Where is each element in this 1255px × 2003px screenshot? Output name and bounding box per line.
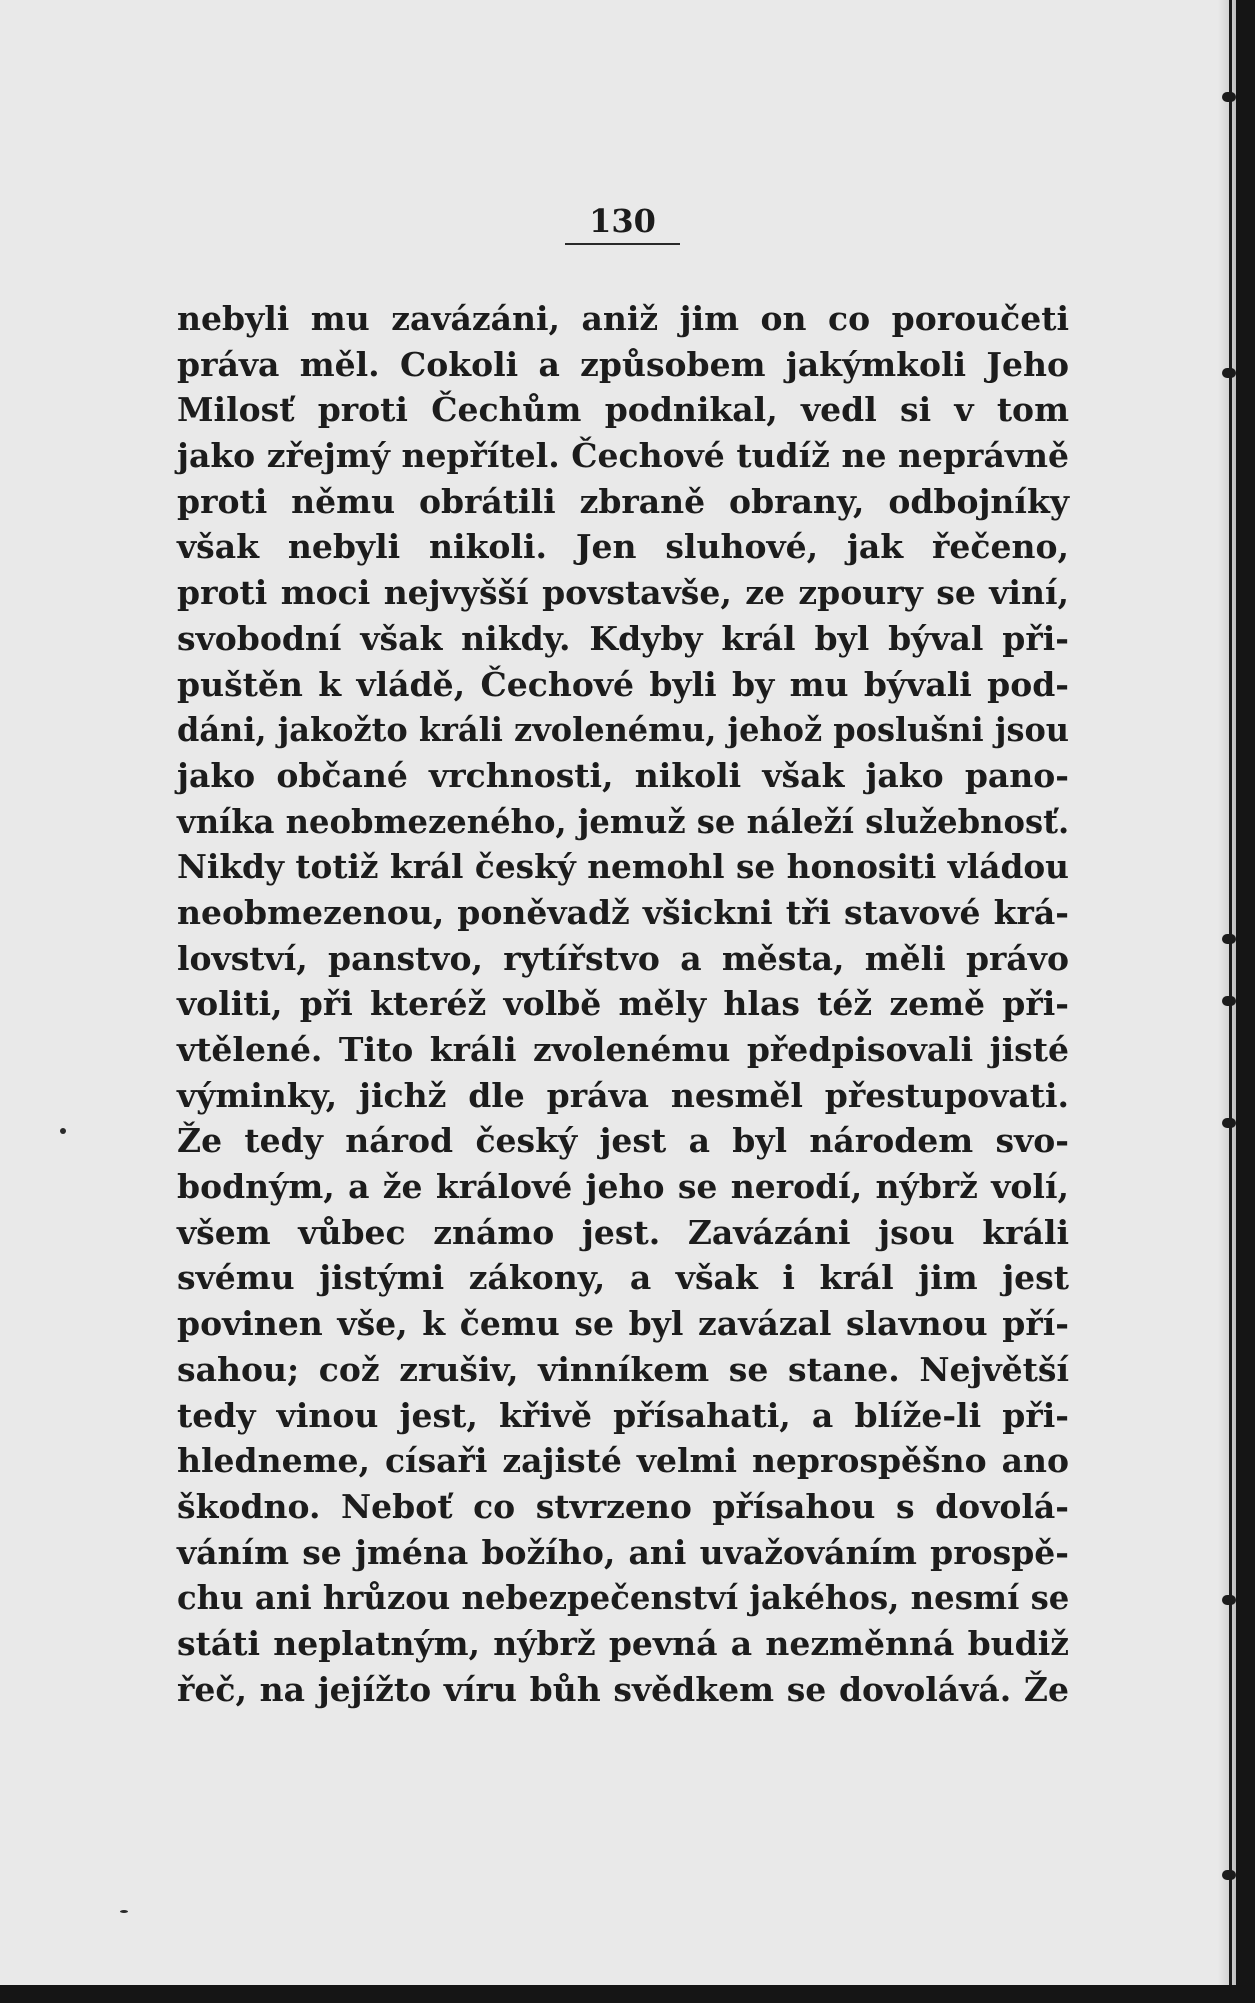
binding-stitch xyxy=(1222,368,1236,378)
text-line: proti moci nejvyšší povstavše, ze zpoury se viní, xyxy=(177,573,1069,613)
text-line: hledneme, císaři zajisté velmi neprospěšno ano xyxy=(177,1441,1069,1481)
text-line: neobmezenou, poněvadž všickni tři stavové krá- xyxy=(177,892,1069,932)
print-speck xyxy=(120,1910,128,1913)
text-line: Milosť proti Čechům podnikal, vedl si v tom xyxy=(177,390,1069,430)
text-line: puštěn k vládě, Čechové byli by mu bývali pod- xyxy=(177,664,1069,704)
binding-edge xyxy=(1229,0,1232,1985)
text-line: váním se jména božího, ani uvažováním prospě- xyxy=(177,1532,1069,1572)
text-line: dáni, jakožto králi zvolenému, jehož poslušni jsou xyxy=(177,710,1069,750)
text-line: chu ani hrůzou nebezpečenství jakéhos, nesmí se xyxy=(177,1578,1070,1618)
page-number-rule xyxy=(565,243,680,245)
text-line: bodným, a že králové jeho se nerodí, nýbrž volí, xyxy=(177,1167,1069,1207)
text-line: Nikdy totiž král český nemohl se honositi vládou xyxy=(177,847,1069,887)
text-line: výminky, jichž dle práva nesměl přestupovati. xyxy=(177,1075,1069,1115)
binding-stitch xyxy=(1222,1118,1236,1128)
body-text xyxy=(177,296,1069,1712)
binding-stitch xyxy=(1222,92,1236,102)
text-line: Že tedy národ český jest a byl národem svo- xyxy=(177,1121,1069,1161)
text-line: řeč, na jejížto víru bůh svědkem se dovolává. Že xyxy=(177,1669,1069,1709)
binding-stitch xyxy=(1222,996,1236,1006)
binding-stitch xyxy=(1222,934,1236,944)
text-line: však nebyli nikoli. Jen sluhové, jak řečeno, xyxy=(177,527,1069,567)
text-line: svobodní však nikdy. Kdyby král byl býval při- xyxy=(177,618,1069,658)
text-line: sahou; což zrušiv, vinníkem se stane. Největší xyxy=(177,1349,1069,1389)
text-line: jako zřejmý nepřítel. Čechové tudíž ne neprávně xyxy=(177,436,1069,476)
text-line: vníka neobmezeného, jemuž se náleží služebnosť. xyxy=(177,801,1070,841)
text-line: povinen vše, k čemu se byl zavázal slavnou pří- xyxy=(177,1304,1069,1344)
text-line: proti němu obrátili zbraně obrany, odbojníky xyxy=(177,481,1069,521)
binding-stitch xyxy=(1222,1595,1236,1605)
text-line: státi neplatným, nýbrž pevná a nezměnná budiž xyxy=(177,1623,1069,1663)
text-line: voliti, při kteréž volbě měly hlas též země při- xyxy=(177,984,1069,1024)
page-number: 130 xyxy=(589,202,656,240)
text-line: svému jistými zákony, a však i král jim jest xyxy=(177,1258,1069,1298)
page-gutter xyxy=(1218,0,1236,1985)
text-line: vtělené. Tito králi zvolenému předpisovali jisté xyxy=(177,1030,1069,1069)
binding-stitch xyxy=(1222,1870,1236,1880)
print-speck xyxy=(60,1128,66,1134)
text-line: nebyli mu zavázáni, aniž jim on co poroučeti xyxy=(177,299,1069,338)
text-line: jako občané vrchnosti, nikoli však jako pano- xyxy=(177,755,1069,795)
text-line: škodno. Neboť co stvrzeno přísahou s dovolá- xyxy=(177,1486,1069,1526)
text-line: lovství, panstvo, rytířstvo a města, měli právo xyxy=(177,938,1069,978)
text-line: tedy vinou jest, křivě přísahati, a blíže-li při- xyxy=(177,1395,1069,1435)
text-line: všem vůbec známo jest. Zavázáni jsou králi xyxy=(177,1212,1069,1252)
text-line: práva měl. Cokoli a způsobem jakýmkoli Jeho xyxy=(177,344,1069,384)
